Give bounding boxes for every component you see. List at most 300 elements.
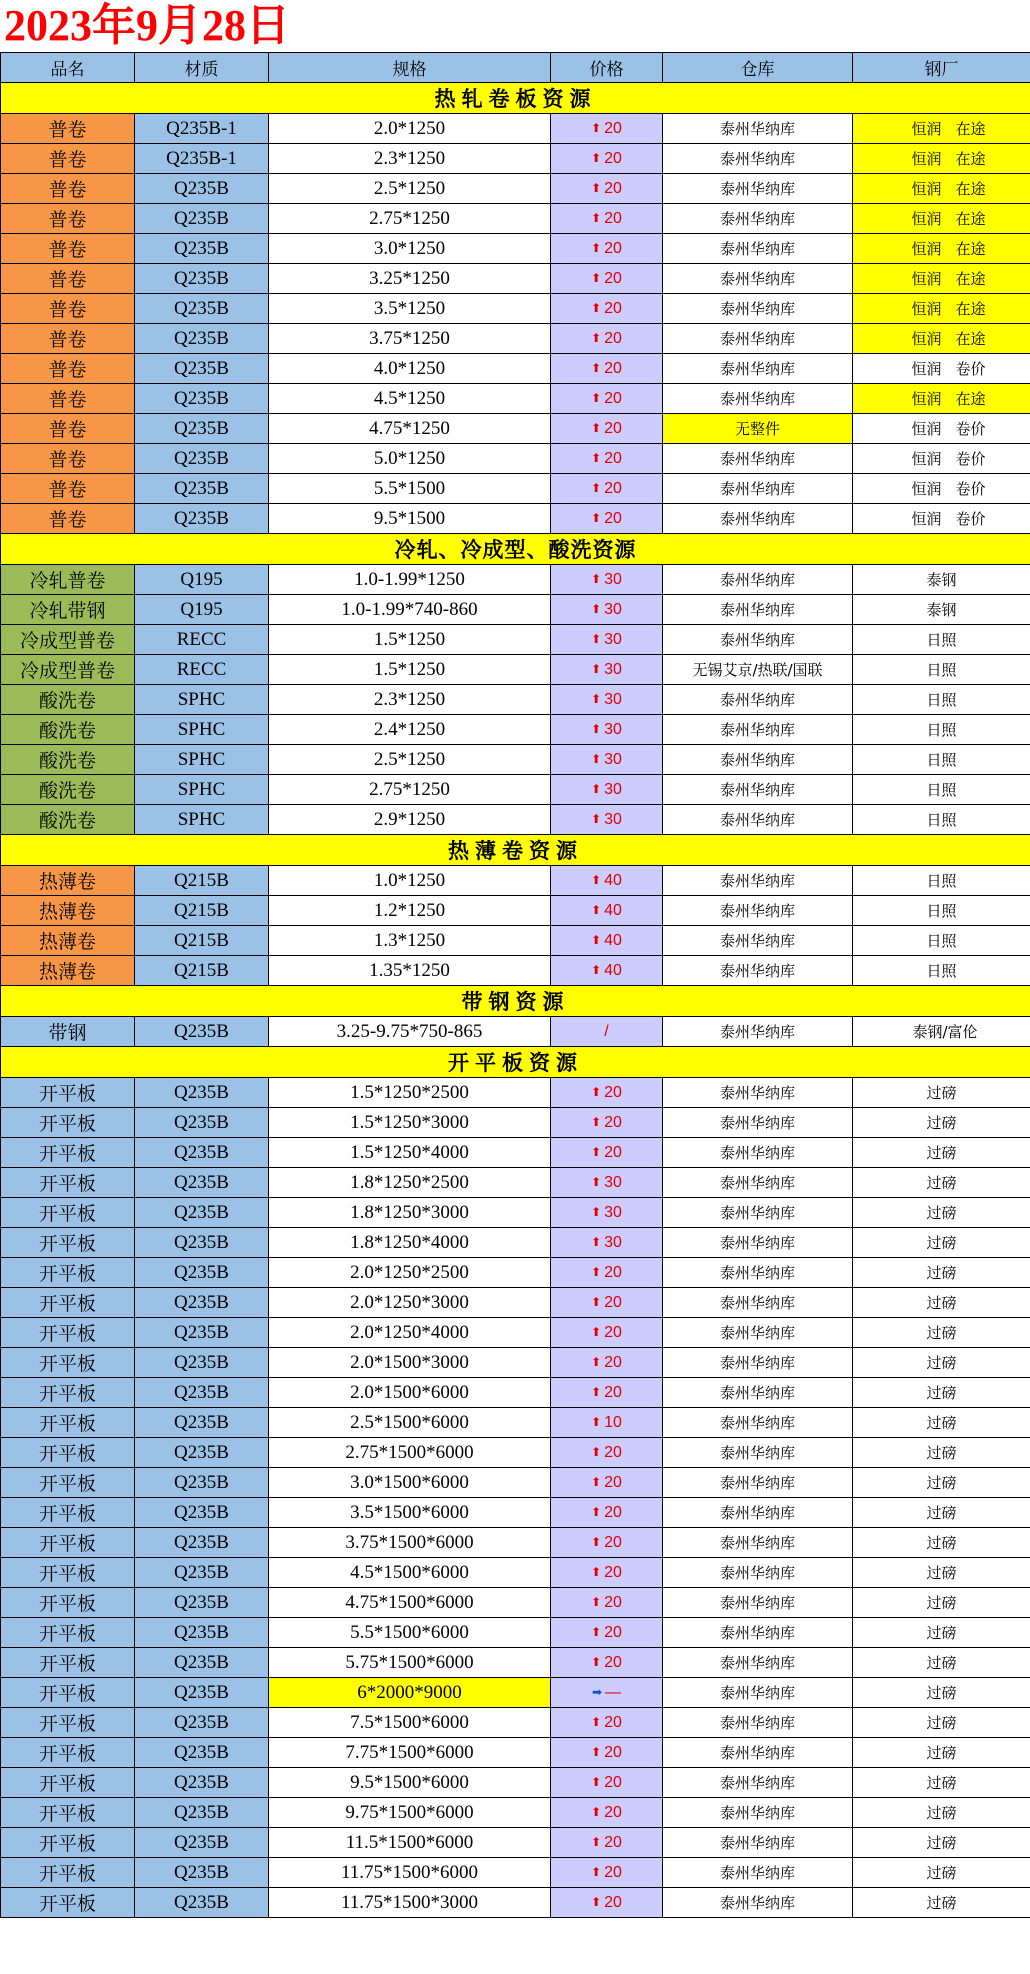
table-row [1,264,1030,294]
table-row [1,866,1030,896]
warehouse-cell: 泰州华纳库 [663,1648,853,1678]
price-up-arrow-icon: ⬆ [591,1444,602,1459]
price-up-arrow-icon: ⬆ [591,1894,602,1909]
product-name-cell: 冷成型普卷 [1,625,135,655]
spec-cell: 1.8*1250*2500 [269,1168,551,1198]
spec-cell: 2.4*1250 [269,715,551,745]
spec-cell: 1.5*1250*3000 [269,1108,551,1138]
product-name-cell: 开平板 [1,1888,135,1918]
mill-cell [853,1888,1030,1918]
price-value: 20 [604,239,622,257]
material-cell: Q235B-1 [135,114,269,144]
price-cell [551,1168,663,1198]
material-cell: SPHC [135,685,269,715]
mill-note: 卷价 [955,420,986,438]
mill-cell [853,474,1030,504]
table-row [1,1738,1030,1768]
price-value: 20 [604,1563,622,1581]
spec-cell: 3.5*1250 [269,294,551,324]
mill-cell [853,504,1030,534]
spec-cell: 2.75*1250 [269,775,551,805]
warehouse-cell: 泰州华纳库 [663,1528,853,1558]
price-cell [551,1258,663,1288]
table-row [1,1078,1030,1108]
product-name-cell: 普卷 [1,114,135,144]
price-up-arrow-icon: ⬆ [591,1354,602,1369]
price-value: 20 [604,1773,622,1791]
table-row [1,565,1030,595]
warehouse-cell: 泰州华纳库 [663,204,853,234]
product-name-cell: 开平板 [1,1738,135,1768]
mill-cell [853,896,1030,926]
table-row [1,234,1030,264]
mill-name: 过磅 [926,1744,957,1762]
price-up-arrow-icon: ⬆ [591,1204,602,1219]
mill-name: 过磅 [926,1324,957,1342]
mill-note: 在途 [955,240,986,258]
spec-cell: 3.75*1500*6000 [269,1528,551,1558]
mill-name: 日照 [926,721,957,739]
price-up-arrow-icon: ⬆ [591,180,602,195]
mill-name: 过磅 [926,1834,957,1852]
price-cell [551,1498,663,1528]
price-value: 20 [604,1623,622,1641]
spec-cell: 4.5*1250 [269,384,551,414]
mill-note: 在途 [955,210,986,228]
material-cell: Q235B [135,1348,269,1378]
table-row [1,1828,1030,1858]
table-row [1,1408,1030,1438]
price-up-arrow-icon: ⬆ [591,1474,602,1489]
table-row [1,896,1030,926]
price-value: 20 [604,1503,622,1521]
spec-cell: 9.5*1500*6000 [269,1768,551,1798]
mill-cell [853,1078,1030,1108]
material-cell: Q235B [135,1618,269,1648]
mill-name: 日照 [926,962,957,980]
table-row [1,1017,1030,1047]
product-name-cell: 开平板 [1,1258,135,1288]
mill-name: 过磅 [926,1864,957,1882]
price-value: 20 [604,119,622,137]
warehouse-cell: 泰州华纳库 [663,144,853,174]
product-name-cell: 酸洗卷 [1,685,135,715]
spec-cell: 1.8*1250*4000 [269,1228,551,1258]
mill-cell [853,1378,1030,1408]
mill-name: 过磅 [926,1294,957,1312]
table-row [1,474,1030,504]
price-cell [551,1138,663,1168]
product-name-cell: 普卷 [1,474,135,504]
table-row [1,926,1030,956]
price-up-arrow-icon: ⬆ [591,1534,602,1549]
price-cell [551,926,663,956]
product-name-cell: 开平板 [1,1288,135,1318]
mill-cell [853,1168,1030,1198]
price-up-arrow-icon: ⬆ [591,270,602,285]
price-value: 30 [604,600,622,618]
price-value: 40 [604,901,622,919]
mill-name: 过磅 [926,1384,957,1402]
material-cell: Q235B [135,1017,269,1047]
mill-cell [853,565,1030,595]
warehouse-cell: 泰州华纳库 [663,1108,853,1138]
mill-name: 泰钢 [926,601,957,619]
section-title: 带钢资源 [1,986,1030,1017]
header-row [1,53,1030,83]
section-title: 热薄卷资源 [1,835,1030,866]
warehouse-cell: 泰州华纳库 [663,1888,853,1918]
table-row [1,1138,1030,1168]
spec-cell: 6*2000*9000 [269,1678,551,1708]
price-cell [551,1528,663,1558]
table-row [1,745,1030,775]
table-row [1,1348,1030,1378]
price-cell [551,234,663,264]
material-cell: Q235B [135,1228,269,1258]
price-value: 40 [604,961,622,979]
price-value: 20 [604,1083,622,1101]
table-row [1,144,1030,174]
table-row [1,1498,1030,1528]
mill-cell [853,204,1030,234]
product-name-cell: 酸洗卷 [1,745,135,775]
warehouse-cell: 泰州华纳库 [663,1168,853,1198]
product-name-cell: 普卷 [1,354,135,384]
mill-cell [853,926,1030,956]
mill-name: 过磅 [926,1234,957,1252]
warehouse-cell: 泰州华纳库 [663,1198,853,1228]
section-header-row [1,534,1030,565]
material-cell: Q215B [135,866,269,896]
mill-cell [853,775,1030,805]
mill-name: 泰钢/富伦 [912,1023,978,1041]
spec-cell: 2.75*1250 [269,204,551,234]
material-cell: Q235B [135,1258,269,1288]
page-title: 2023年9月28日 [4,1,290,50]
warehouse-cell: 泰州华纳库 [663,866,853,896]
product-name-cell: 冷轧普卷 [1,565,135,595]
table-row [1,504,1030,534]
price-cell [551,1318,663,1348]
price-cell [551,1588,663,1618]
spec-cell: 3.0*1500*6000 [269,1468,551,1498]
price-flat-arrow-icon: ➡ [591,1684,603,1699]
mill-name: 过磅 [926,1684,957,1702]
spec-cell: 1.5*1250*4000 [269,1138,551,1168]
price-up-arrow-icon: ⬆ [591,1714,602,1729]
product-name-cell: 开平板 [1,1858,135,1888]
warehouse-cell: 泰州华纳库 [663,926,853,956]
spec-cell: 3.5*1500*6000 [269,1498,551,1528]
product-name-cell: 酸洗卷 [1,775,135,805]
price-cell [551,324,663,354]
mill-cell [853,1708,1030,1738]
warehouse-cell: 泰州华纳库 [663,1258,853,1288]
table-row [1,414,1030,444]
spec-cell: 2.5*1250 [269,745,551,775]
mill-name: 恒润 [911,450,942,468]
warehouse-cell: 泰州华纳库 [663,354,853,384]
price-value: 30 [604,780,622,798]
product-name-cell: 开平板 [1,1408,135,1438]
table-row [1,1228,1030,1258]
table-row [1,1288,1030,1318]
mill-cell [853,1828,1030,1858]
mill-cell [853,354,1030,384]
price-cell [551,655,663,685]
price-up-arrow-icon: ⬆ [591,330,602,345]
mill-name: 过磅 [926,1264,957,1282]
header-mill: 钢厂 [853,53,1030,83]
spec-cell: 2.3*1250 [269,144,551,174]
table-row [1,1708,1030,1738]
material-cell: Q235B [135,1108,269,1138]
price-value: 30 [604,1173,622,1191]
product-name-cell: 普卷 [1,414,135,444]
price-value: 20 [604,359,622,377]
price-value: 20 [604,1833,622,1851]
table-row [1,1468,1030,1498]
product-name-cell: 酸洗卷 [1,805,135,835]
price-cell [551,565,663,595]
price-value: 30 [604,630,622,648]
price-up-arrow-icon: ⬆ [591,1504,602,1519]
mill-name: 过磅 [926,1204,957,1222]
spec-cell: 5.5*1500*6000 [269,1618,551,1648]
material-cell: Q235B [135,234,269,264]
mill-name: 恒润 [911,180,942,198]
spec-cell: 9.75*1500*6000 [269,1798,551,1828]
warehouse-cell: 泰州华纳库 [663,896,853,926]
mill-name: 过磅 [926,1534,957,1552]
material-cell: Q235B [135,1318,269,1348]
material-cell: Q235B-1 [135,144,269,174]
material-cell: Q235B [135,1288,269,1318]
table-row [1,805,1030,835]
table-row [1,1588,1030,1618]
price-up-arrow-icon: ⬆ [591,240,602,255]
price-value: 20 [604,299,622,317]
table-row [1,294,1030,324]
material-cell: SPHC [135,715,269,745]
price-up-arrow-icon: ⬆ [591,1414,602,1429]
mill-cell [853,1858,1030,1888]
price-up-arrow-icon: ⬆ [591,781,602,796]
product-name-cell: 开平板 [1,1438,135,1468]
mill-name: 泰钢 [926,571,957,589]
product-name-cell: 开平板 [1,1828,135,1858]
table-row [1,956,1030,986]
price-up-arrow-icon: ⬆ [591,510,602,525]
warehouse-cell: 泰州华纳库 [663,625,853,655]
spec-cell: 1.0-1.99*740-860 [269,595,551,625]
mill-name: 恒润 [911,150,942,168]
table-row [1,1108,1030,1138]
mill-cell [853,294,1030,324]
mill-name: 过磅 [926,1354,957,1372]
price-value: 20 [604,1383,622,1401]
price-up-arrow-icon: ⬆ [591,450,602,465]
price-cell [551,1618,663,1648]
section-title: 热轧卷板资源 [1,83,1030,114]
table-body [1,53,1030,1918]
material-cell: Q235B [135,1558,269,1588]
price-value: 20 [604,1593,622,1611]
mill-cell [853,324,1030,354]
price-cell [551,144,663,174]
price-up-arrow-icon: ⬆ [591,150,602,165]
mill-note: 在途 [955,300,986,318]
product-name-cell: 普卷 [1,234,135,264]
section-header-row [1,986,1030,1017]
material-cell: Q235B [135,1138,269,1168]
warehouse-cell: 无整件 [663,414,853,444]
price-up-arrow-icon: ⬆ [591,932,602,947]
mill-note: 卷价 [955,480,986,498]
material-cell: Q235B [135,1498,269,1528]
price-cell [551,384,663,414]
product-name-cell: 冷轧带钢 [1,595,135,625]
price-value: 20 [604,1863,622,1881]
price-value: / [604,1022,609,1040]
price-cell [551,1017,663,1047]
product-name-cell: 开平板 [1,1588,135,1618]
warehouse-cell: 泰州华纳库 [663,1498,853,1528]
mill-cell [853,114,1030,144]
material-cell: Q235B [135,1888,269,1918]
section-title: 开平板资源 [1,1047,1030,1078]
price-value: 20 [604,419,622,437]
price-cell [551,805,663,835]
mill-note: 卷价 [955,510,986,528]
mill-cell [853,715,1030,745]
warehouse-cell: 泰州华纳库 [663,1708,853,1738]
product-name-cell: 热薄卷 [1,896,135,926]
product-name-cell: 普卷 [1,174,135,204]
material-cell: Q235B [135,204,269,234]
mill-cell [853,745,1030,775]
price-value: 20 [604,1473,622,1491]
price-value: 30 [604,720,622,738]
product-name-cell: 开平板 [1,1678,135,1708]
table-row [1,1678,1030,1708]
price-cell [551,1678,663,1708]
table-row [1,625,1030,655]
mill-cell [853,1648,1030,1678]
product-name-cell: 开平板 [1,1138,135,1168]
spec-cell: 3.25*1250 [269,264,551,294]
price-value: 30 [604,570,622,588]
price-up-arrow-icon: ⬆ [591,1654,602,1669]
price-up-arrow-icon: ⬆ [591,1324,602,1339]
material-cell: Q235B [135,1588,269,1618]
warehouse-cell: 泰州华纳库 [663,595,853,625]
price-cell [551,1738,663,1768]
material-cell: Q195 [135,595,269,625]
spec-cell: 1.2*1250 [269,896,551,926]
mill-cell [853,1768,1030,1798]
warehouse-cell: 泰州华纳库 [663,1138,853,1168]
price-value: 20 [604,1893,622,1911]
mill-cell [853,1558,1030,1588]
spec-cell: 5.0*1250 [269,444,551,474]
material-cell: RECC [135,655,269,685]
price-value: 30 [604,1233,622,1251]
price-value: 40 [604,871,622,889]
price-cell [551,1198,663,1228]
product-name-cell: 普卷 [1,264,135,294]
product-name-cell: 开平板 [1,1648,135,1678]
price-value: 30 [604,810,622,828]
price-cell [551,1648,663,1678]
price-cell [551,354,663,384]
header-warehouse: 仓库 [663,53,853,83]
material-cell: Q235B [135,1438,269,1468]
price-cell [551,294,663,324]
product-name-cell: 热薄卷 [1,956,135,986]
product-name-cell: 酸洗卷 [1,715,135,745]
product-name-cell: 开平板 [1,1798,135,1828]
material-cell: Q235B [135,354,269,384]
spec-cell: 3.75*1250 [269,324,551,354]
product-name-cell: 普卷 [1,504,135,534]
price-cell [551,174,663,204]
mill-name: 过磅 [926,1114,957,1132]
mill-cell [853,1618,1030,1648]
price-up-arrow-icon: ⬆ [591,902,602,917]
price-cell [551,1078,663,1108]
warehouse-cell: 泰州华纳库 [663,384,853,414]
price-up-arrow-icon: ⬆ [591,1624,602,1639]
price-up-arrow-icon: ⬆ [591,661,602,676]
product-name-cell: 冷成型普卷 [1,655,135,685]
mill-name: 恒润 [911,480,942,498]
spec-cell: 2.0*1250 [269,114,551,144]
price-cell [551,1108,663,1138]
spec-cell: 1.3*1250 [269,926,551,956]
warehouse-cell: 泰州华纳库 [663,1738,853,1768]
warehouse-cell: 泰州华纳库 [663,294,853,324]
price-up-arrow-icon: ⬆ [591,210,602,225]
warehouse-cell: 泰州华纳库 [663,565,853,595]
price-cell [551,1408,663,1438]
warehouse-cell: 泰州华纳库 [663,745,853,775]
material-cell: SPHC [135,745,269,775]
product-name-cell: 开平板 [1,1228,135,1258]
table-row [1,204,1030,234]
mill-name: 过磅 [926,1144,957,1162]
table-row [1,354,1030,384]
product-name-cell: 开平板 [1,1558,135,1588]
spec-cell: 2.3*1250 [269,685,551,715]
warehouse-cell: 泰州华纳库 [663,1228,853,1258]
price-up-arrow-icon: ⬆ [591,1804,602,1819]
mill-name: 恒润 [911,510,942,528]
mill-cell [853,1498,1030,1528]
mill-name: 过磅 [926,1414,957,1432]
price-value: 20 [604,1713,622,1731]
mill-cell [853,1258,1030,1288]
warehouse-cell: 泰州华纳库 [663,1408,853,1438]
price-value: 20 [604,1263,622,1281]
material-cell: Q235B [135,1168,269,1198]
mill-name: 日照 [926,811,957,829]
table-row [1,324,1030,354]
product-name-cell: 开平板 [1,1498,135,1528]
table-row [1,1438,1030,1468]
mill-name: 过磅 [926,1624,957,1642]
